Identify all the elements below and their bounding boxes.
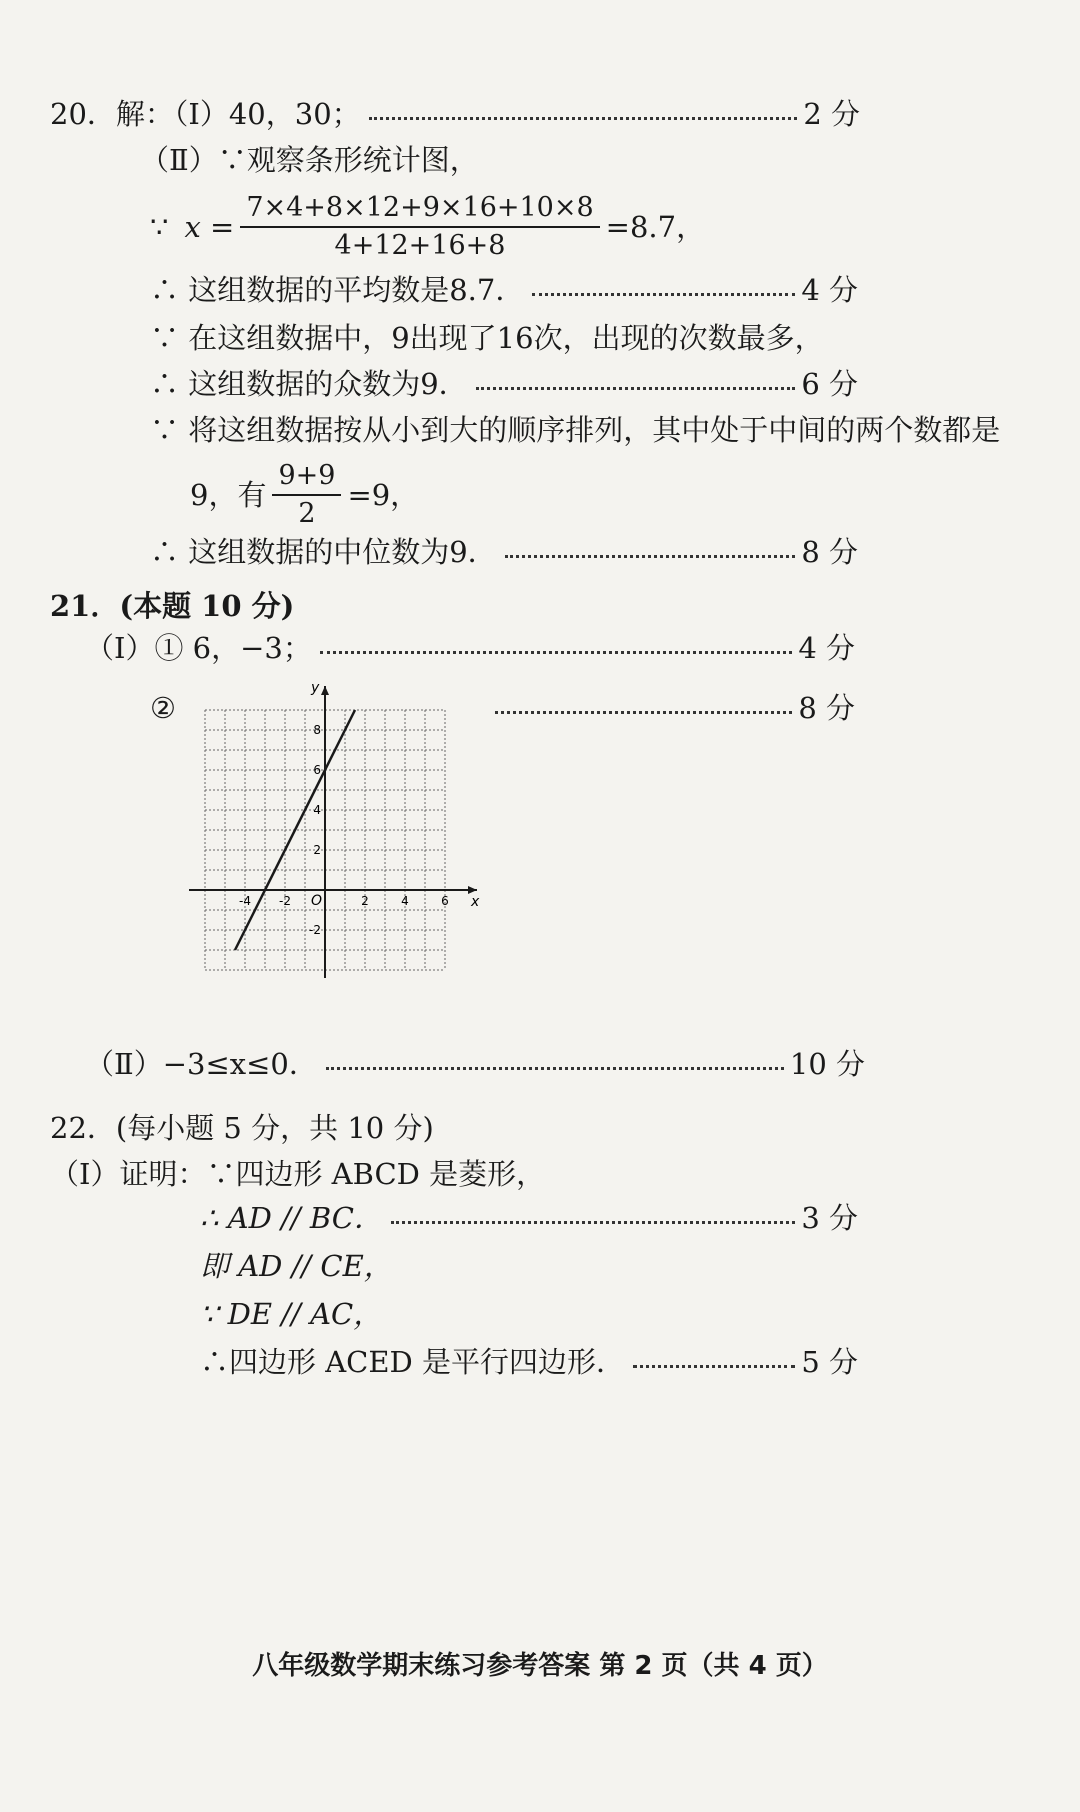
mode-conclusion: ∴ 这组数据的众数为9． xyxy=(150,367,468,401)
mean-symbol: x = xyxy=(184,210,235,244)
leader-dots xyxy=(320,651,792,654)
q22-part1-line xyxy=(50,1156,545,1192)
q21-heading: 21．(本题 10 分) xyxy=(50,589,295,623)
x-tick-label: 6 xyxy=(441,894,449,908)
q21-part2-text: （Ⅱ）−3≤x≤0． xyxy=(85,1047,318,1081)
x-tick-label: 4 xyxy=(401,894,409,908)
q21-part1-text: （Ⅰ）① 6，−3； xyxy=(85,631,312,665)
leader-dots xyxy=(532,293,795,296)
x-tick-label: 2 xyxy=(361,894,369,908)
score-label: 2 分 xyxy=(803,97,860,131)
q20-part2-line xyxy=(140,142,479,178)
score-label: 5 分 xyxy=(801,1345,858,1379)
because-symbol: ∵ xyxy=(150,210,169,244)
score-label: 6 分 xyxy=(801,367,858,401)
score-label: 8 分 xyxy=(798,691,855,725)
leader-dots xyxy=(633,1365,795,1368)
score-label: 4 分 xyxy=(801,273,858,307)
y-tick-label: 6 xyxy=(313,763,321,777)
proof-step-1: ∴ AD // BC． xyxy=(200,1201,383,1235)
x-axis-arrow xyxy=(468,886,477,894)
y-tick-label: 4 xyxy=(313,803,321,817)
median-reason: ∵ 将这组数据按从小到大的顺序排列，其中处于中间的两个数都是 xyxy=(150,413,1001,447)
x-axis-label: x xyxy=(471,894,480,910)
score-label: 4 分 xyxy=(798,631,855,665)
leader-dots xyxy=(505,555,796,558)
x-tick-label: -4 xyxy=(239,894,251,908)
mean-result: =8.7， xyxy=(605,210,706,244)
q20-mode-reason-line xyxy=(150,320,824,356)
y-tick-label: 8 xyxy=(313,723,321,737)
score-label: 3 分 xyxy=(801,1201,858,1235)
median-prefix: 9，有 xyxy=(190,478,267,512)
q20-mode-conclusion-line xyxy=(150,366,858,402)
y-axis-label: y xyxy=(311,680,320,696)
q22-heading-line xyxy=(50,1110,434,1146)
page-footer: 八年级数学期末练习参考答案 第 2 页（共 4 页） xyxy=(252,1651,828,1681)
q20-heading: 20．解：（Ⅰ）40，30； xyxy=(50,97,361,131)
circle-2-marker: ② xyxy=(150,691,176,725)
mean-fraction xyxy=(240,192,599,262)
linear-function-graph xyxy=(185,680,485,990)
score-label: 8 分 xyxy=(801,535,858,569)
median-fraction xyxy=(272,460,341,530)
median-denominator: 2 xyxy=(298,498,316,529)
mean-numerator: 7×4+8×12+9×16+10×8 xyxy=(240,192,599,228)
leader-dots xyxy=(326,1067,784,1070)
q20-mean-conclusion-line xyxy=(150,272,858,308)
origin-label: O xyxy=(311,893,323,909)
y-axis-arrow xyxy=(321,686,329,695)
q20-median-conclusion-line xyxy=(150,534,858,570)
q20-heading-line xyxy=(50,96,860,132)
proof-step-3: ∵ DE // AC， xyxy=(200,1297,383,1331)
median-suffix: =9， xyxy=(347,478,420,512)
q22-l4-line xyxy=(200,1344,858,1380)
q21-heading-line xyxy=(50,588,294,624)
q21-graph-score-line xyxy=(495,690,855,726)
q21-part2-line xyxy=(85,1046,865,1082)
mean-denominator: 4+12+16+8 xyxy=(334,230,506,261)
q20-median-formula xyxy=(190,458,419,532)
leader-dots xyxy=(476,387,796,390)
mode-reason: ∵ 在这组数据中，9出现了16次，出现的次数最多， xyxy=(150,321,824,355)
q22-part1-text: （Ⅰ）证明：∵四边形 ABCD 是菱形， xyxy=(50,1157,546,1191)
q22-l3-line xyxy=(200,1296,382,1332)
q22-heading: 22．(每小题 5 分，共 10 分) xyxy=(50,1111,434,1145)
y-tick-label: -2 xyxy=(309,923,321,937)
q20-mean-formula xyxy=(150,190,705,264)
leader-dots xyxy=(495,711,792,714)
q20-part2-text: （Ⅱ）∵观察条形统计图， xyxy=(140,143,479,177)
x-tick-label: -2 xyxy=(279,894,291,908)
leader-dots xyxy=(391,1221,795,1224)
mean-conclusion: ∴ 这组数据的平均数是8.7． xyxy=(150,273,525,307)
proof-step-4: ∴四边形 ACED 是平行四边形． xyxy=(200,1345,625,1379)
median-numerator: 9+9 xyxy=(272,460,341,496)
q21-circle2-label xyxy=(150,690,176,726)
q22-l2-line xyxy=(200,1248,393,1284)
median-conclusion: ∴ 这组数据的中位数为9． xyxy=(150,535,497,569)
proof-step-2: 即 AD // CE， xyxy=(200,1249,393,1283)
q20-median-reason-line xyxy=(150,412,1000,448)
y-tick-label: 2 xyxy=(313,843,321,857)
leader-dots xyxy=(369,117,798,120)
q21-part1-line xyxy=(85,630,855,666)
score-label: 10 分 xyxy=(789,1047,865,1081)
q22-l1-line xyxy=(200,1200,858,1236)
